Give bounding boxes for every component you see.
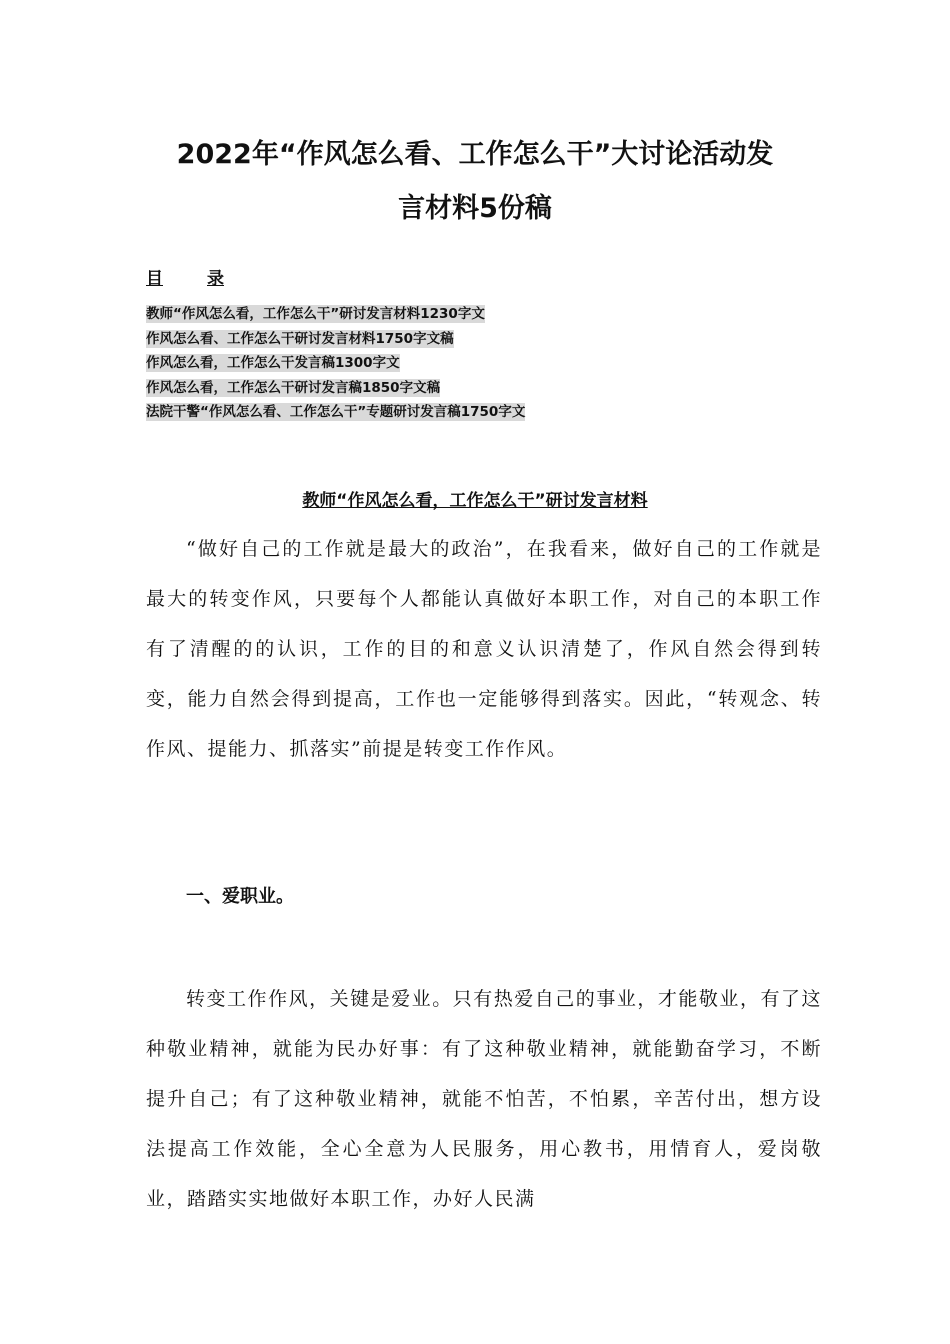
section-title: 教师“作风怎么看，工作怎么干”研讨发言材料	[302, 491, 648, 511]
table-of-contents	[146, 302, 525, 425]
subheading-1: 一、爱职业。	[186, 886, 294, 907]
toc-item[interactable]: 作风怎么看、工作怎么干研讨发言材料1750字文稿	[146, 330, 454, 347]
toc-heading	[146, 264, 224, 289]
document-title	[100, 128, 850, 236]
toc-item[interactable]: 作风怎么看，工作怎么干研讨发言稿1850字文稿	[146, 379, 441, 396]
toc-item[interactable]: 法院干警“作风怎么看、工作怎么干”专题研讨发言稿1750字文	[146, 404, 526, 421]
document-title-line2: 言材料5份稿	[398, 193, 552, 224]
body-paragraph-1: “做好自己的工作就是最大的政治”，在我看来，做好自己的工作就是最大的转变作风，只要每个人都能认真做好本职工作，对自己的本职工作有了清醒的的认识，工作的目的和意义认识清楚了，作风自然会得到转变，能力自然会得到提高，工作也一定能够得到落实。因此，“转观念、转作风、提能力、抓落实”前提是转变工作作风。	[146, 538, 822, 760]
toc-item[interactable]: 教师“作风怎么看，工作怎么干”研讨发言材料1230字文	[146, 306, 485, 322]
toc-heading-right: 录	[207, 269, 224, 289]
body-paragraph-2: 转变工作作风，关键是爱业。只有热爱自己的事业，才能敬业，有了这种敬业精神，就能为民办好事：有了这种敬业精神，就能勤奋学习，不断提升自己；有了这种敬业精神，就能不怕苦，不怕累，辛苦付出，想方设法提高工作效能，全心全意为人民服务，用心教书，用情育人，爱岗敬业，踏踏实实地做好本职工作，办好人民满	[146, 988, 822, 1210]
toc-item[interactable]: 作风怎么看，工作怎么干发言稿1300字文	[146, 355, 400, 372]
toc-heading-left: 目	[146, 269, 163, 289]
document-title-line1: 2022年“作风怎么看、工作怎么干”大讨论活动发	[176, 139, 774, 170]
